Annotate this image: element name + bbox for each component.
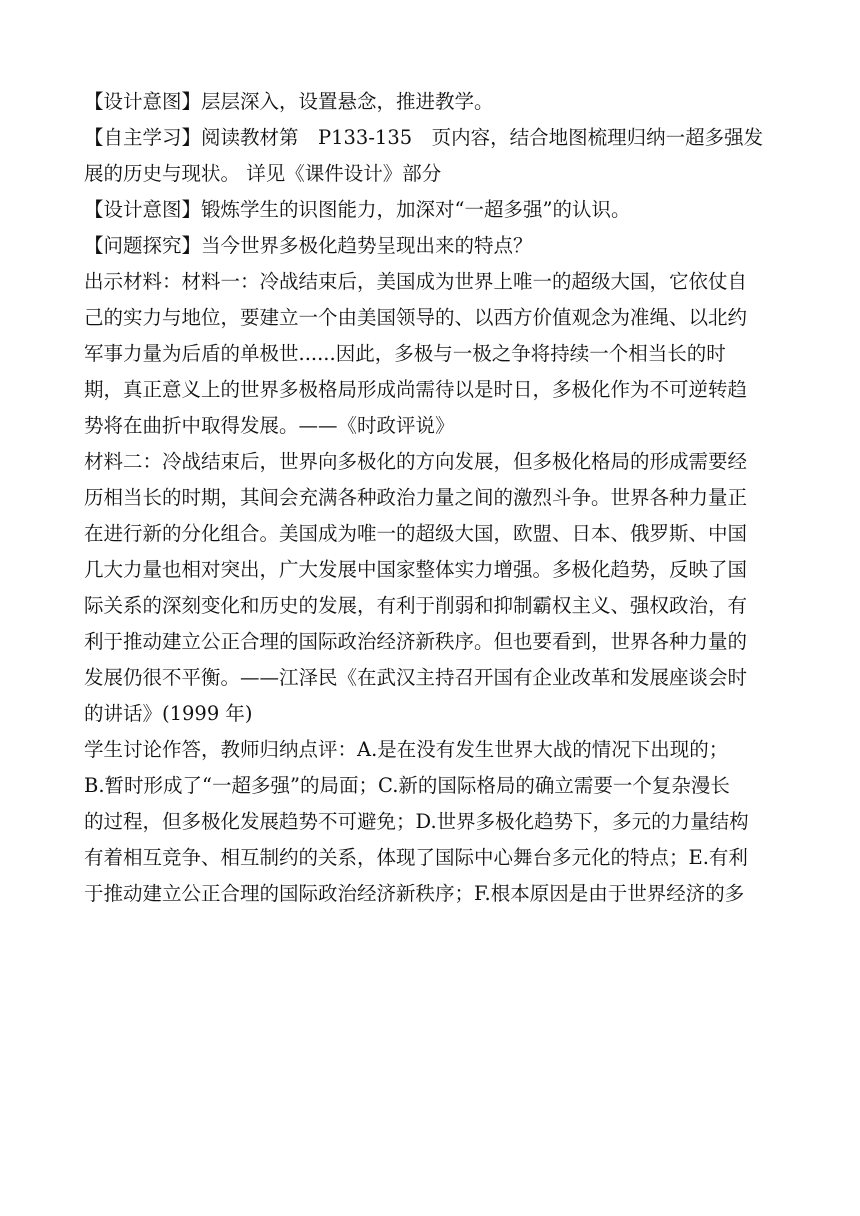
- text-line: 际关系的深刻变化和历史的发展，有利于削弱和抑制霸权主义、强权政治，有: [84, 594, 748, 617]
- text-line: 展的历史与现状。 详见《课件设计》部分: [84, 162, 442, 185]
- text-line: 利于推动建立公正合理的国际政治经济新秩序。但也要看到，世界各种力量的: [84, 630, 748, 653]
- text-line: B.暂时形成了“一超多强”的局面；C.新的国际格局的确立需要一个复杂漫长: [84, 774, 730, 797]
- text-line: 【自主学习】阅读教材第 P133-135 页内容，结合地图梳理归纳一超多强发: [84, 126, 764, 149]
- text-line: 学生讨论作答，教师归纳点评：A.是在没有发生世界大战的情况下出现的；: [84, 738, 729, 761]
- text-line: 出示材料：材料一：冷战结束后，美国成为世界上唯一的超级大国，它依仗自: [84, 270, 748, 293]
- text-line: 【设计意图】层层深入，设置悬念，推进教学。: [84, 90, 494, 113]
- text-line: 势将在曲折中取得发展。——《时政评说》: [84, 414, 455, 437]
- document-body: [84, 84, 784, 912]
- text-line: 在进行新的分化组合。美国成为唯一的超级大国，欧盟、日本、俄罗斯、中国: [84, 522, 748, 545]
- text-line: 期，真正意义上的世界多极格局形成尚需待以是时日，多极化作为不可逆转趋: [84, 378, 748, 401]
- text-line: 【问题探究】当今世界多极化趋势呈现出来的特点？: [84, 234, 533, 257]
- text-line: 几大力量也相对突出，广大发展中国家整体实力增强。多极化趋势，反映了国: [84, 558, 748, 581]
- text-line: 的过程，但多极化发展趋势不可避免；D.世界多极化趋势下，多元的力量结构: [84, 810, 749, 833]
- text-line: 历相当长的时期，其间会充满各种政治力量之间的激烈斗争。世界各种力量正: [84, 486, 748, 509]
- text-line: 于推动建立公正合理的国际政治经济新秩序；F.根本原因是由于世界经济的多: [84, 882, 745, 905]
- text-line: 材料二：冷战结束后，世界向多极化的方向发展，但多极化格局的形成需要经: [84, 450, 748, 473]
- text-line: 【设计意图】锻炼学生的识图能力，加深对“一超多强”的认识。: [84, 198, 631, 221]
- text-line: 的讲话》(1999 年): [84, 702, 253, 725]
- text-line: 己的实力与地位，要建立一个由美国领导的、以西方价值观念为准绳、以北约: [84, 306, 748, 329]
- text-line: 有着相互竞争、相互制约的关系，体现了国际中心舞台多元化的特点；E.有利: [84, 846, 748, 869]
- text-line: 发展仍很不平衡。——江泽民《在武汉主持召开国有企业改革和发展座谈会时: [84, 666, 748, 689]
- text-line: 军事力量为后盾的单极世......因此，多极与一极之争将持续一个相当长的时: [84, 342, 726, 365]
